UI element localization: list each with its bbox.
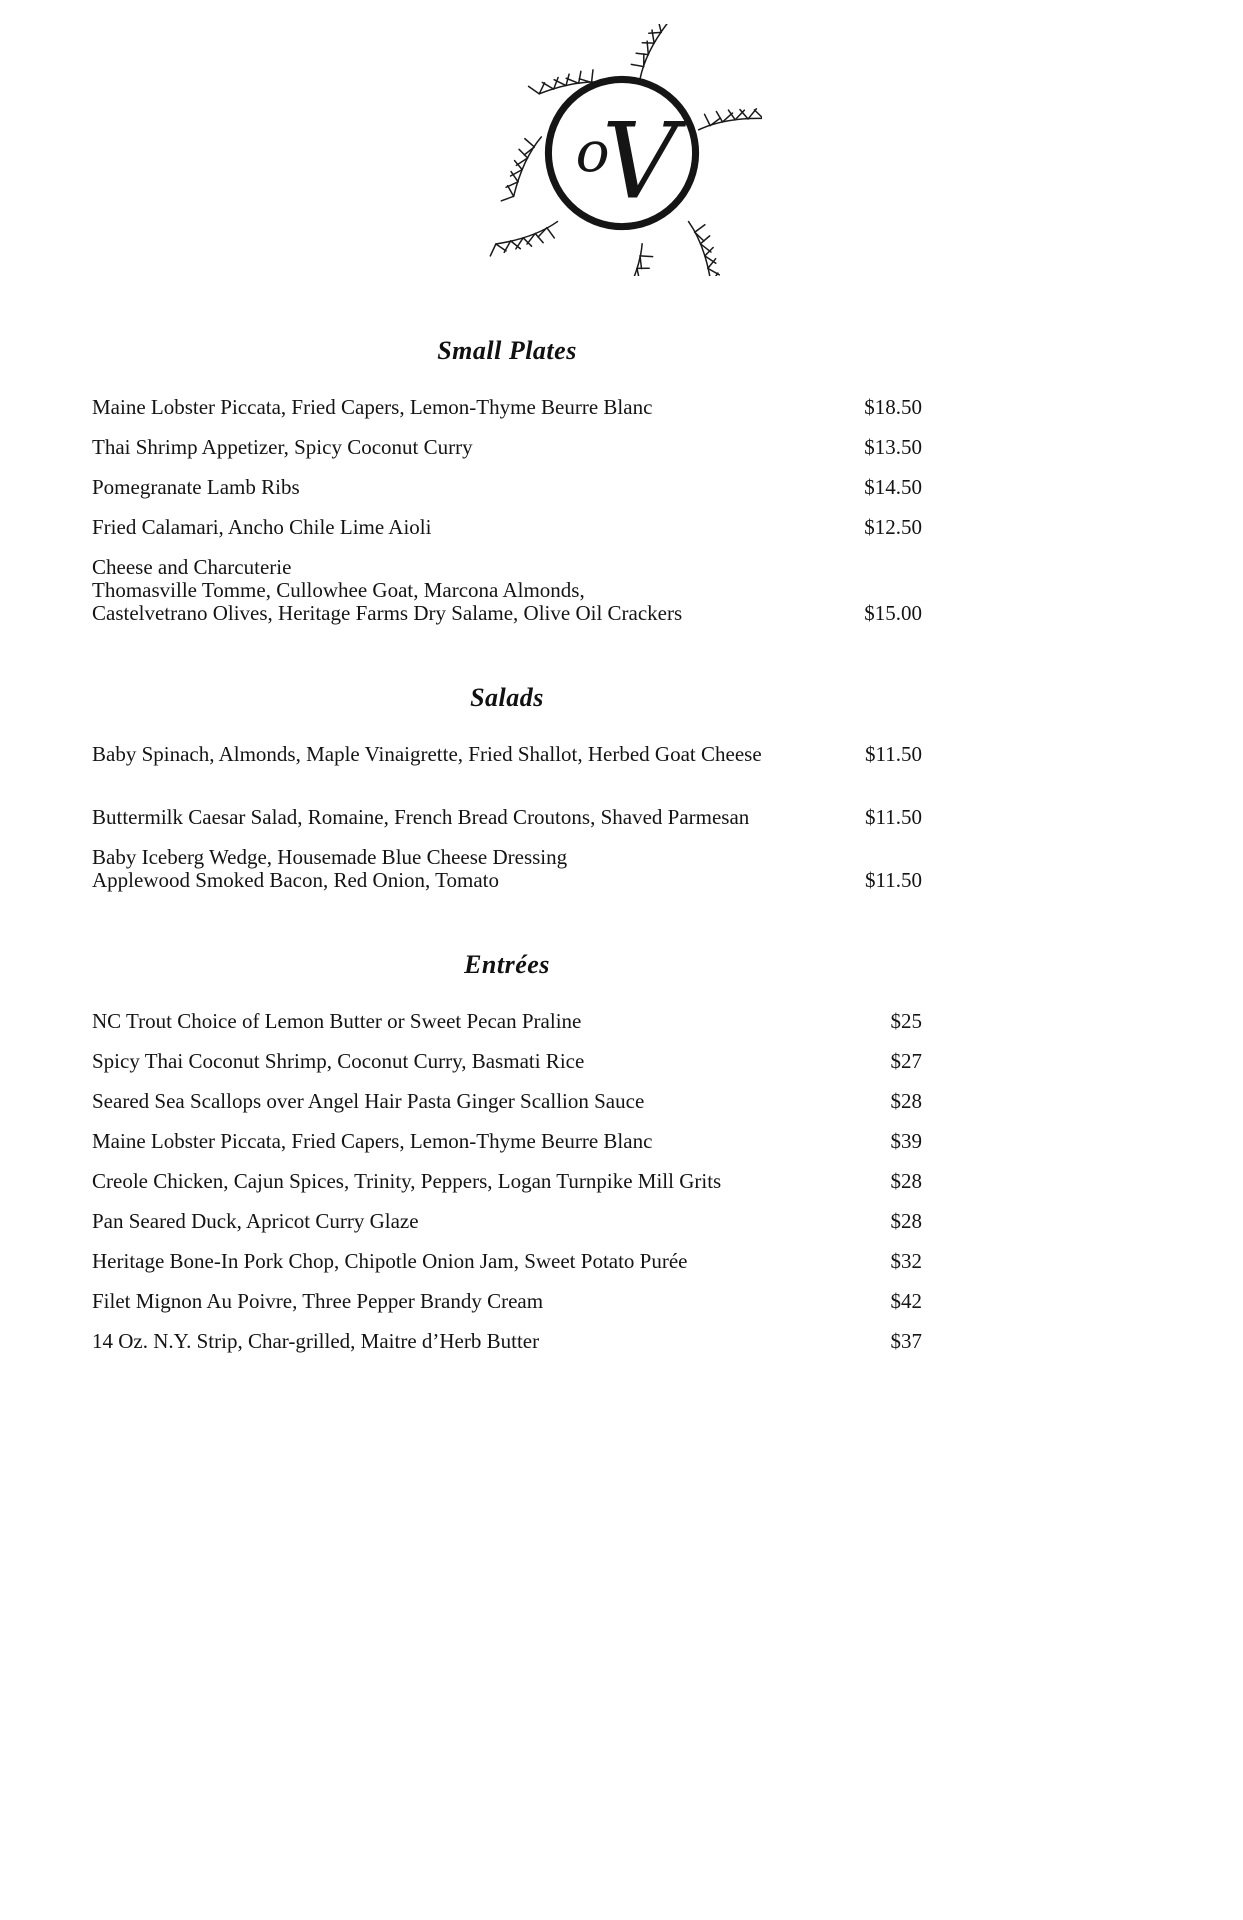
item-description bbox=[92, 396, 652, 419]
item-description bbox=[92, 806, 749, 829]
item-description-line: Heritage Bone-In Pork Chop, Chipotle Onion Jam, Sweet Potato Purée bbox=[92, 1249, 688, 1273]
menu-item bbox=[92, 1170, 922, 1193]
menu-section bbox=[92, 950, 922, 1353]
menu-item bbox=[92, 1090, 922, 1113]
item-description bbox=[92, 556, 682, 625]
item-description bbox=[92, 1250, 688, 1273]
menu-item bbox=[92, 516, 922, 539]
menu-item bbox=[92, 476, 922, 499]
item-description-line: Applewood Smoked Bacon, Red Onion, Tomato bbox=[92, 868, 500, 892]
item-description bbox=[92, 1130, 652, 1153]
item-description bbox=[92, 1330, 539, 1353]
item-description bbox=[92, 436, 473, 459]
menu-item bbox=[92, 1290, 922, 1313]
section-title: Salads bbox=[470, 683, 544, 712]
section-items bbox=[92, 1010, 922, 1353]
item-description bbox=[92, 476, 300, 499]
item-description-line: Baby Iceberg Wedge, Housemade Blue Cheese Dressing bbox=[92, 845, 568, 869]
item-description-line: Baby Spinach, Almonds, Maple Vinaigrette, Fried Shallot, Herbed Goat Cheese bbox=[92, 742, 762, 766]
item-description bbox=[92, 1210, 419, 1233]
item-price: $28 bbox=[890, 1209, 922, 1233]
item-description-line: Pomegranate Lamb Ribs bbox=[92, 475, 300, 499]
item-price: $11.50 bbox=[865, 805, 922, 829]
item-description bbox=[92, 1170, 721, 1193]
menu-section bbox=[92, 336, 922, 625]
item-description-line: Thai Shrimp Appetizer, Spicy Coconut Curry bbox=[92, 435, 473, 459]
item-price: $25 bbox=[890, 1009, 922, 1033]
item-description-line: Maine Lobster Piccata, Fried Capers, Lemon-Thyme Beurre Blanc bbox=[92, 1129, 653, 1153]
item-price: $12.50 bbox=[864, 515, 922, 539]
logo-monogram-v: V bbox=[601, 100, 678, 223]
menu-item bbox=[92, 1130, 922, 1153]
menu-item bbox=[92, 396, 922, 419]
item-price: $28 bbox=[890, 1169, 922, 1193]
botanical-sprig-icon bbox=[600, 242, 671, 276]
menu-item bbox=[92, 1050, 922, 1073]
item-description-line: Seared Sea Scallops over Angel Hair Pasta Ginger Scallion Sauce bbox=[92, 1089, 645, 1113]
menu-item bbox=[92, 556, 922, 625]
menu-section bbox=[92, 683, 922, 892]
section-title: Small Plates bbox=[437, 336, 577, 365]
item-description bbox=[92, 1010, 581, 1033]
item-description bbox=[92, 516, 431, 539]
item-description bbox=[92, 1050, 584, 1073]
item-description bbox=[92, 1090, 644, 1113]
item-description bbox=[92, 1290, 543, 1313]
item-description bbox=[92, 846, 567, 892]
item-price: $27 bbox=[890, 1049, 922, 1073]
item-price: $42 bbox=[890, 1289, 922, 1313]
item-price: $13.50 bbox=[864, 435, 922, 459]
item-description-line: Spicy Thai Coconut Shrimp, Coconut Curry, Basmati Rice bbox=[92, 1049, 585, 1073]
restaurant-logo bbox=[0, 0, 1243, 276]
menu-item bbox=[92, 436, 922, 459]
botanical-sprig-icon bbox=[668, 218, 743, 276]
menu-item bbox=[92, 743, 922, 766]
menu-content bbox=[92, 336, 922, 1353]
section-items bbox=[92, 743, 922, 892]
item-description-line: Filet Mignon Au Poivre, Three Pepper Brandy Cream bbox=[92, 1289, 544, 1313]
botanical-sprig-icon bbox=[617, 24, 683, 80]
menu-item bbox=[92, 1250, 922, 1273]
item-description-line: Maine Lobster Piccata, Fried Capers, Lemon-Thyme Beurre Blanc bbox=[92, 395, 653, 419]
item-description bbox=[92, 743, 762, 766]
item-description-line: 14 Oz. N.Y. Strip, Char-grilled, Maitre d’Herb Butter bbox=[92, 1329, 540, 1353]
section-title: Entrées bbox=[464, 950, 550, 979]
menu-item bbox=[92, 1010, 922, 1033]
botanical-sprig-icon bbox=[490, 202, 561, 276]
item-description-line: Buttermilk Caesar Salad, Romaine, French Bread Croutons, Shaved Parmesan bbox=[92, 805, 750, 829]
botanical-monogram-icon bbox=[482, 24, 762, 276]
item-price: $18.50 bbox=[864, 395, 922, 419]
menu-item bbox=[92, 806, 922, 829]
item-price: $14.50 bbox=[864, 475, 922, 499]
item-price: $11.50 bbox=[865, 742, 922, 766]
item-description-line: NC Trout Choice of Lemon Butter or Sweet Pecan Praline bbox=[92, 1009, 582, 1033]
item-price: $15.00 bbox=[864, 601, 922, 625]
item-price: $37 bbox=[890, 1329, 922, 1353]
menu-item bbox=[92, 846, 922, 892]
item-price: $11.50 bbox=[865, 868, 922, 892]
item-price: $32 bbox=[890, 1249, 922, 1273]
item-description-line: Cheese and Charcuterie bbox=[92, 555, 292, 579]
item-price: $39 bbox=[890, 1129, 922, 1153]
menu-item bbox=[92, 1210, 922, 1233]
item-description-line: Castelvetrano Olives, Heritage Farms Dry Salame, Olive Oil Crackers bbox=[92, 601, 683, 625]
item-description-line: Pan Seared Duck, Apricot Curry Glaze bbox=[92, 1209, 419, 1233]
item-description-line: Thomasville Tomme, Cullowhee Goat, Marcona Almonds, bbox=[92, 578, 585, 602]
botanical-sprig-icon bbox=[695, 79, 762, 157]
section-items bbox=[92, 396, 922, 625]
item-description-line: Fried Calamari, Ancho Chile Lime Aioli bbox=[92, 515, 432, 539]
item-description-line: Creole Chicken, Cajun Spices, Trinity, Peppers, Logan Turnpike Mill Grits bbox=[92, 1169, 722, 1193]
menu-item bbox=[92, 1330, 922, 1353]
logo-monogram-o: o bbox=[575, 120, 610, 186]
item-price: $28 bbox=[890, 1089, 922, 1113]
